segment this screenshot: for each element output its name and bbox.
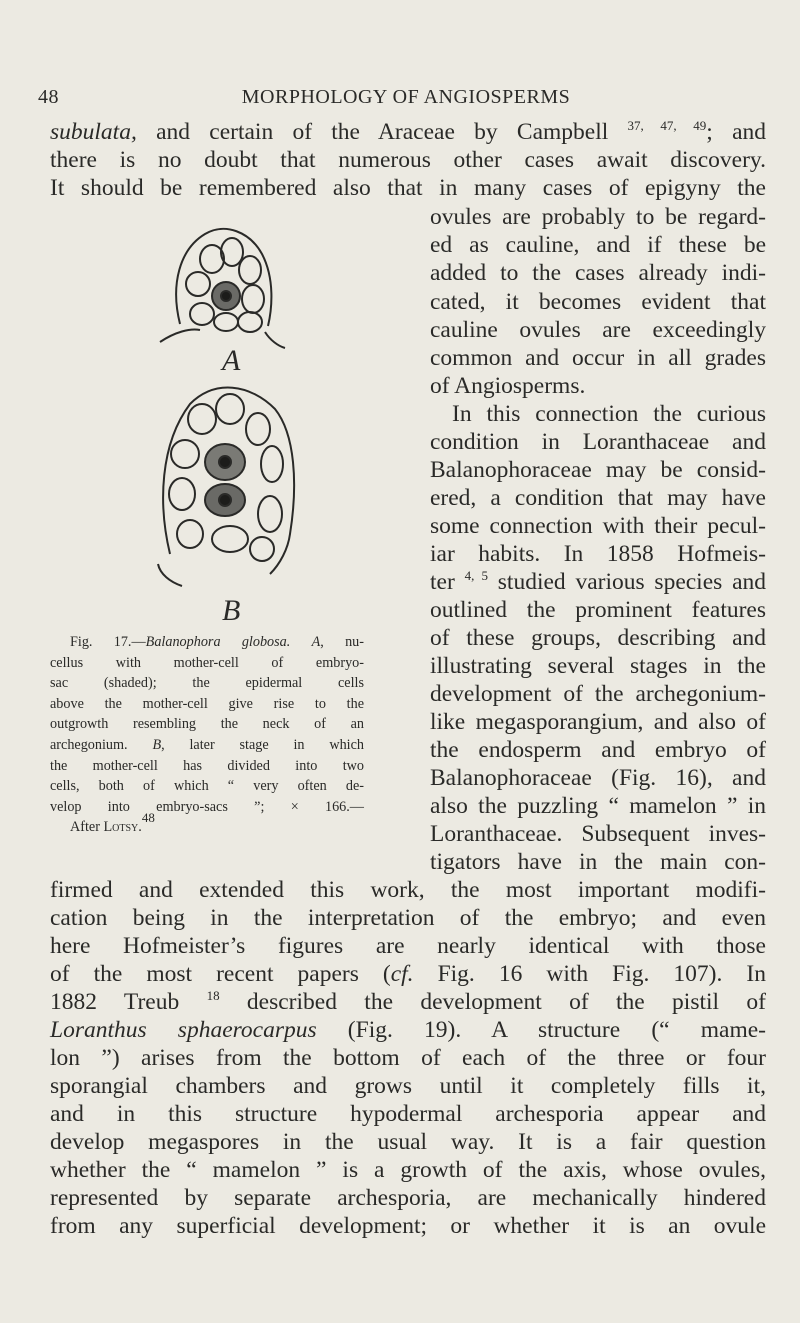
text-line: condition in Loranthaceae and [430,429,766,455]
text-line: the endosperm and embryo of [430,737,766,763]
text-line: ovules are probably to be regard- [430,204,766,230]
running-header [38,86,774,116]
running-title: MORPHOLOGY OF ANGIOSPERMS [241,86,571,108]
text-line: It should be remembered also that in many cases of epigyny the [50,175,766,201]
text-line: Balanophoraceae (Fig. 16), and [430,765,766,791]
figure-label-a: A [222,344,241,377]
text-line: here Hofmeister’s figures are nearly identical with those [50,933,766,959]
text-line: development of the archegonium- [430,681,766,707]
text-line: Loranthus sphaerocarpus (Fig. 19). A structure (“ mame- [50,1017,766,1043]
text-line: whether the “ mamelon ” is a growth of the axis, whose ovules, [50,1157,766,1183]
text-line: develop megaspores in the usual way. It is a fair question [50,1129,766,1155]
caption-line: sac (shaded); the epidermal cells [50,675,364,692]
text-line: there is no doubt that numerous other cases await discovery. [50,147,766,173]
caption-line: cellus with mother-cell of embryo- [50,654,364,671]
text-line: lon ”) arises from the bottom of each of the three or four [50,1045,766,1071]
page-number: 48 [38,86,59,108]
text-line: outlined the prominent features [430,597,766,623]
text-line: sporangial chambers and grows until it completely fills it, [50,1073,766,1099]
text-line: like megasporangium, and also of [430,709,766,735]
text-line: from any superficial development; or whether it is an ovule [50,1213,766,1239]
figure-label-b: B [222,594,241,627]
text-line: 1882 Treub $^{18}$ described the development of the pistil of [50,988,766,1015]
text-line: ed as cauline, and if these be [430,232,766,258]
text-line: cation being in the interpretation of the embryo; and even [50,905,766,931]
figure-caption [50,632,364,838]
text-line: illustrating several stages in the [430,653,766,679]
caption-line: the mother-cell has divided into two [50,757,364,774]
text-line: Loranthaceae. Subsequent inves- [430,821,766,847]
caption-line: Fig. 17.—Balanophora globosa. A, nu- [70,634,364,650]
caption-line: above the mother-cell give rise to the [50,695,364,712]
text-line: ered, a condition that may have [430,485,766,511]
text-line: and in this structure hypodermal archesporia appear and [50,1101,766,1127]
text-line: represented by separate archesporia, are mechanically hindered [50,1185,766,1211]
caption-line: velop into embryo-sacs ”; × 166.— [50,798,364,815]
text-line: iar habits. In 1858 Hofmeis- [430,541,766,567]
nucellus-illustration [130,214,310,634]
text-line: common and occur in all grades [430,345,766,371]
caption-line: outgrowth resembling the neck of an [50,716,364,733]
caption-line: After Lotsy.$^{48}$ [70,810,155,836]
text-line: cauline ovules are exceedingly [430,317,766,343]
text-line: Balanophoraceae may be consid- [430,457,766,483]
text-line: also the puzzling “ mamelon ” in [430,793,766,819]
text-line: of Angiosperms. [430,373,586,399]
text-line: of the most recent papers (cf. Fig. 16 with Fig. 107). In [50,961,766,987]
text-line: In this connection the curious [452,401,766,427]
text-line: some connection with their pecul- [430,513,766,539]
text-line: cated, it becomes evident that [430,289,766,315]
text-line: added to the cases already indi- [430,260,766,286]
text-line: of these groups, describing and [430,625,766,651]
text-line: subulata, and certain of the Araceae by Campbell $^{37, 47, 49}$; and [50,118,767,145]
caption-line: cells, both of which “ very often de- [50,778,364,795]
text-line: firmed and extended this work, the most important modifi- [50,877,766,903]
caption-line: archegonium. B, later stage in which [50,736,365,753]
text-line: tigators have in the main con- [430,849,766,875]
text-line: ter $^{4, 5}$ studied various species and [430,568,767,595]
